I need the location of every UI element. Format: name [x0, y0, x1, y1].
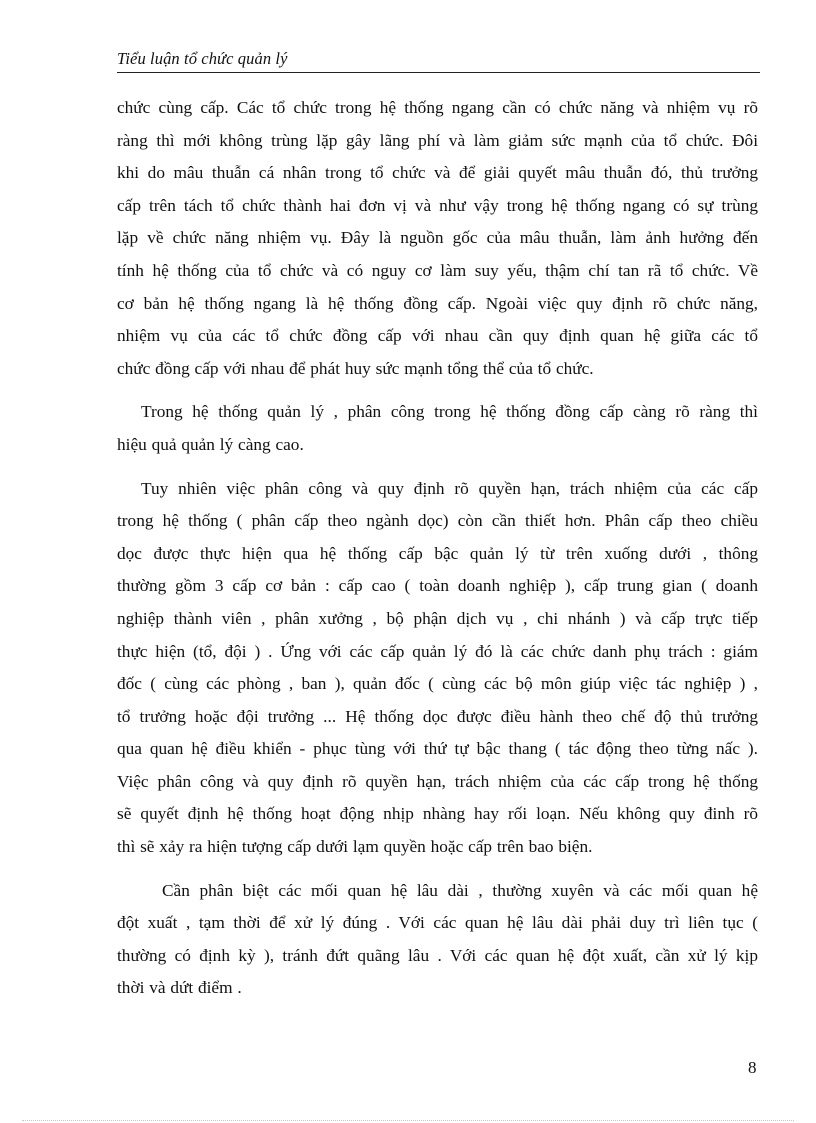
page-header — [117, 48, 760, 73]
paragraph-2 — [117, 396, 758, 461]
header-title: Tiểu luận tổ chức quản lý — [117, 49, 288, 68]
paragraph-4 — [117, 875, 758, 1005]
paragraph-1-line: tính hệ thống của tổ chức và có nguy cơ làm suy yếu, thậm chí tan rã tổ chức. Về — [117, 260, 758, 280]
paragraph-1-line: ràng thì mới không trùng lặp gây lãng phí và làm giảm sức mạnh của tổ chức. Đôi — [117, 130, 758, 150]
paragraph-1-line: cơ bản hệ thống ngang là hệ thống đồng cấp. Ngoài việc quy định rõ chức năng, — [117, 293, 758, 313]
paragraph-3-line: tổ trưởng hoặc đội trưởng ... Hệ thống dọc được điều hành theo chế độ thủ trưởng — [117, 706, 758, 726]
paragraph-2-line: hiệu quả quản lý càng cao. — [117, 434, 304, 454]
paragraph-1-line: nhiệm vụ của các tổ chức đồng cấp với nhau cần quy định quan hệ giữa các tổ — [117, 326, 758, 346]
paragraph-4-line: Cần phân biệt các mối quan hệ lâu dài , thường xuyên và các mối quan hệ — [162, 880, 758, 900]
paragraph-1-line: chức đồng cấp với nhau để phát huy sức mạnh tổng thể của tổ chức. — [117, 358, 594, 378]
paragraph-4-line: thường có định kỳ ), tránh đứt quãng lâu . Với các quan hệ đột xuất, cần xử lý kịp — [117, 945, 758, 965]
paragraph-3-line: Tuy nhiên việc phân công và quy định rõ quyền hạn, trách nhiệm của các cấp — [141, 478, 758, 498]
paragraph-3-line: đốc ( cùng các phòng , ban ), quản đốc ( cùng các bộ môn giúp việc tác nghiệp ) , — [117, 674, 758, 694]
paragraph-3 — [117, 473, 758, 864]
paragraph-1-line: lặp về chức năng nhiệm vụ. Đây là nguồn gốc của mâu thuẫn, làm ảnh hưởng đến — [117, 228, 758, 248]
paragraph-3-line: qua quan hệ điều khiển - phục tùng với thứ tự bậc thang ( tác động theo từng nấc ). — [117, 739, 758, 759]
page-number: 8 — [748, 1058, 757, 1077]
page-bottom-divider — [22, 1120, 794, 1121]
paragraph-2-line: Trong hệ thống quản lý , phân công trong hệ thống đồng cấp càng rõ ràng thì — [141, 402, 758, 422]
paragraph-3-line: nghiệp thành viên , phân xưởng , bộ phận dịch vụ , chi nhánh ) và cấp trực tiếp — [117, 608, 758, 628]
paragraph-3-line: thì sẽ xảy ra hiện tượng cấp dưới lạm quyền hoặc cấp trên bao biện. — [117, 837, 593, 857]
paragraph-3-line: dọc được thực hiện qua hệ thống cấp bậc quản lý từ trên xuống dưới , thông — [117, 543, 758, 563]
paragraph-4-line: đột xuất , tạm thời để xử lý đúng . Với các quan hệ lâu dài phải duy trì liên tục ( — [117, 913, 758, 933]
paragraph-4-line: thời và dứt điểm . — [117, 978, 242, 998]
document-body — [117, 92, 758, 1016]
paragraph-1 — [117, 92, 758, 385]
paragraph-3-line: thường gồm 3 cấp cơ bản : cấp cao ( toàn doanh nghiệp ), cấp trung gian ( doanh — [117, 576, 758, 596]
paragraph-1-line: chức cùng cấp. Các tổ chức trong hệ thống ngang cần có chức năng và nhiệm vụ rõ — [117, 98, 758, 117]
paragraph-3-line: trong hệ thống ( phân cấp theo ngành dọc) còn cần thiết hơn. Phân cấp theo chiều — [117, 511, 758, 531]
paragraph-1-line: khi do mâu thuẫn cá nhân trong tổ chức và để giải quyết mâu thuẫn đó, thủ trưởng — [117, 163, 758, 183]
paragraph-3-line: thực hiện (tổ, đội ) . Ứng với các cấp quản lý đó là các chức danh phụ trách : giám — [117, 641, 758, 661]
paragraph-3-line: Việc phân công và quy định rõ quyền hạn, trách nhiệm của các cấp trong hệ thống — [117, 771, 758, 791]
paragraph-3-line: sẽ quyết định hệ thống hoạt động nhịp nhàng hay rối loạn. Nếu không quy đinh rõ — [117, 804, 758, 824]
paragraph-1-line: cấp trên tách tổ chức thành hai đơn vị và như vậy trong hệ thống ngang có sự trùng — [117, 195, 758, 215]
